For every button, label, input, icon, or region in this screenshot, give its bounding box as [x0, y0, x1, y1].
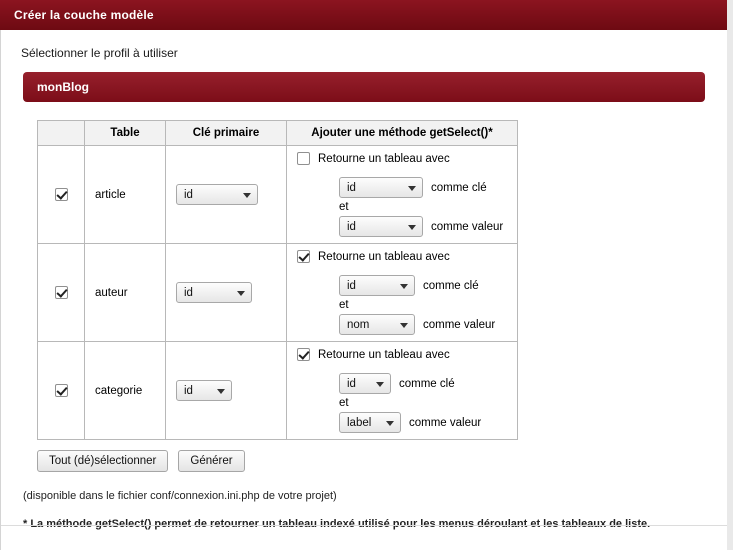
getselect-label: Retourne un tableau avec: [318, 250, 450, 263]
getselect-conjunction: et: [339, 201, 349, 213]
getselect-key-suffix: comme clé: [423, 279, 479, 292]
row-primary-key-cell: [166, 146, 287, 244]
row-getselect-cell: [287, 244, 518, 342]
getselect-value-row: [339, 216, 507, 237]
toggle-all-button[interactable]: Tout (dé)sélectionner: [37, 450, 168, 472]
getselect-enable-row: [297, 152, 507, 165]
getselect-value-row: [339, 314, 507, 335]
getselect-value-value: nom: [347, 319, 370, 331]
getselect-value-suffix: comme valeur: [431, 220, 504, 233]
getselect-footnote: * La méthode getSelect() permet de retourner un tableau indexé utilisé pour les menus déroulant et les tableaux de liste.: [23, 518, 651, 530]
column-header-select: [38, 121, 85, 146]
getselect-value-select-categorie[interactable]: [339, 412, 401, 433]
row-select-cell: [38, 342, 85, 440]
row-table-name: categorie: [85, 342, 166, 440]
chevron-down-icon: [376, 382, 384, 387]
primary-key-select-value: id: [184, 189, 193, 201]
getselect-key-suffix: comme clé: [431, 181, 487, 194]
primary-key-select-categorie[interactable]: [176, 380, 232, 401]
chevron-down-icon: [237, 291, 245, 296]
primary-key-select-auteur[interactable]: [176, 282, 252, 303]
row-select-cell: [38, 244, 85, 342]
getselect-enable-row: [297, 250, 507, 263]
getselect-label: Retourne un tableau avec: [318, 348, 450, 361]
getselect-key-select-article[interactable]: [339, 177, 423, 198]
profile-header: [23, 72, 705, 102]
getselect-key-value: id: [347, 182, 356, 194]
table-header-row: [38, 121, 518, 146]
row-select-checkbox-auteur[interactable]: [55, 286, 68, 299]
getselect-key-value: id: [347, 378, 356, 390]
chevron-down-icon: [400, 323, 408, 328]
getselect-value-suffix: comme valeur: [423, 318, 496, 331]
table-row: [38, 244, 518, 342]
chevron-down-icon: [408, 186, 416, 191]
row-table-name: article: [85, 146, 166, 244]
row-select-checkbox-article[interactable]: [55, 188, 68, 201]
primary-key-select-article[interactable]: [176, 184, 258, 205]
getselect-value-suffix: comme valeur: [409, 416, 482, 429]
getselect-value-select-article[interactable]: [339, 216, 423, 237]
getselect-enable-row: [297, 348, 507, 361]
models-table: [37, 120, 518, 440]
getselect-key-select-auteur[interactable]: [339, 275, 415, 296]
getselect-key-row: [339, 177, 507, 198]
getselect-checkbox-article[interactable]: [297, 152, 310, 165]
content-area: [1, 72, 727, 472]
getselect-checkbox-categorie[interactable]: [297, 348, 310, 361]
table-row: [38, 146, 518, 244]
chevron-down-icon: [217, 389, 225, 394]
getselect-label: Retourne un tableau avec: [318, 152, 450, 165]
window-titlebar: [0, 0, 727, 30]
table-row: [38, 342, 518, 440]
getselect-value-row: [339, 412, 507, 433]
getselect-checkbox-auteur[interactable]: [297, 250, 310, 263]
getselect-value-value: label: [347, 417, 372, 429]
row-primary-key-cell: [166, 244, 287, 342]
column-header-primary-key: Clé primaire: [166, 121, 287, 146]
footer-divider: [1, 525, 727, 526]
chevron-down-icon: [408, 225, 416, 230]
getselect-conjunction: et: [339, 299, 349, 311]
window-title: Créer la couche modèle: [14, 8, 154, 22]
primary-key-select-value: id: [184, 385, 193, 397]
page-subtitle: Sélectionner le profil à utiliser: [21, 46, 178, 60]
column-header-getselect: Ajouter une méthode getSelect()*: [287, 121, 518, 146]
getselect-value-value: id: [347, 221, 356, 233]
getselect-key-row: [339, 373, 507, 394]
row-getselect-cell: [287, 146, 518, 244]
primary-key-select-value: id: [184, 287, 193, 299]
chevron-down-icon: [400, 284, 408, 289]
row-select-checkbox-categorie[interactable]: [55, 384, 68, 397]
page-body: [0, 30, 727, 550]
getselect-value-select-auteur[interactable]: [339, 314, 415, 335]
row-getselect-cell: [287, 342, 518, 440]
chevron-down-icon: [243, 193, 251, 198]
config-note: (disponible dans le fichier conf/connexion.ini.php de votre projet): [23, 490, 337, 502]
generate-button[interactable]: Générer: [178, 450, 244, 472]
getselect-key-select-categorie[interactable]: [339, 373, 391, 394]
getselect-key-suffix: comme clé: [399, 377, 455, 390]
row-primary-key-cell: [166, 342, 287, 440]
action-buttons: [37, 450, 705, 472]
getselect-conjunction: et: [339, 397, 349, 409]
getselect-key-row: [339, 275, 507, 296]
column-header-table: Table: [85, 121, 166, 146]
profile-name: monBlog: [37, 80, 89, 94]
row-select-cell: [38, 146, 85, 244]
getselect-key-value: id: [347, 280, 356, 292]
chevron-down-icon: [386, 421, 394, 426]
row-table-name: auteur: [85, 244, 166, 342]
